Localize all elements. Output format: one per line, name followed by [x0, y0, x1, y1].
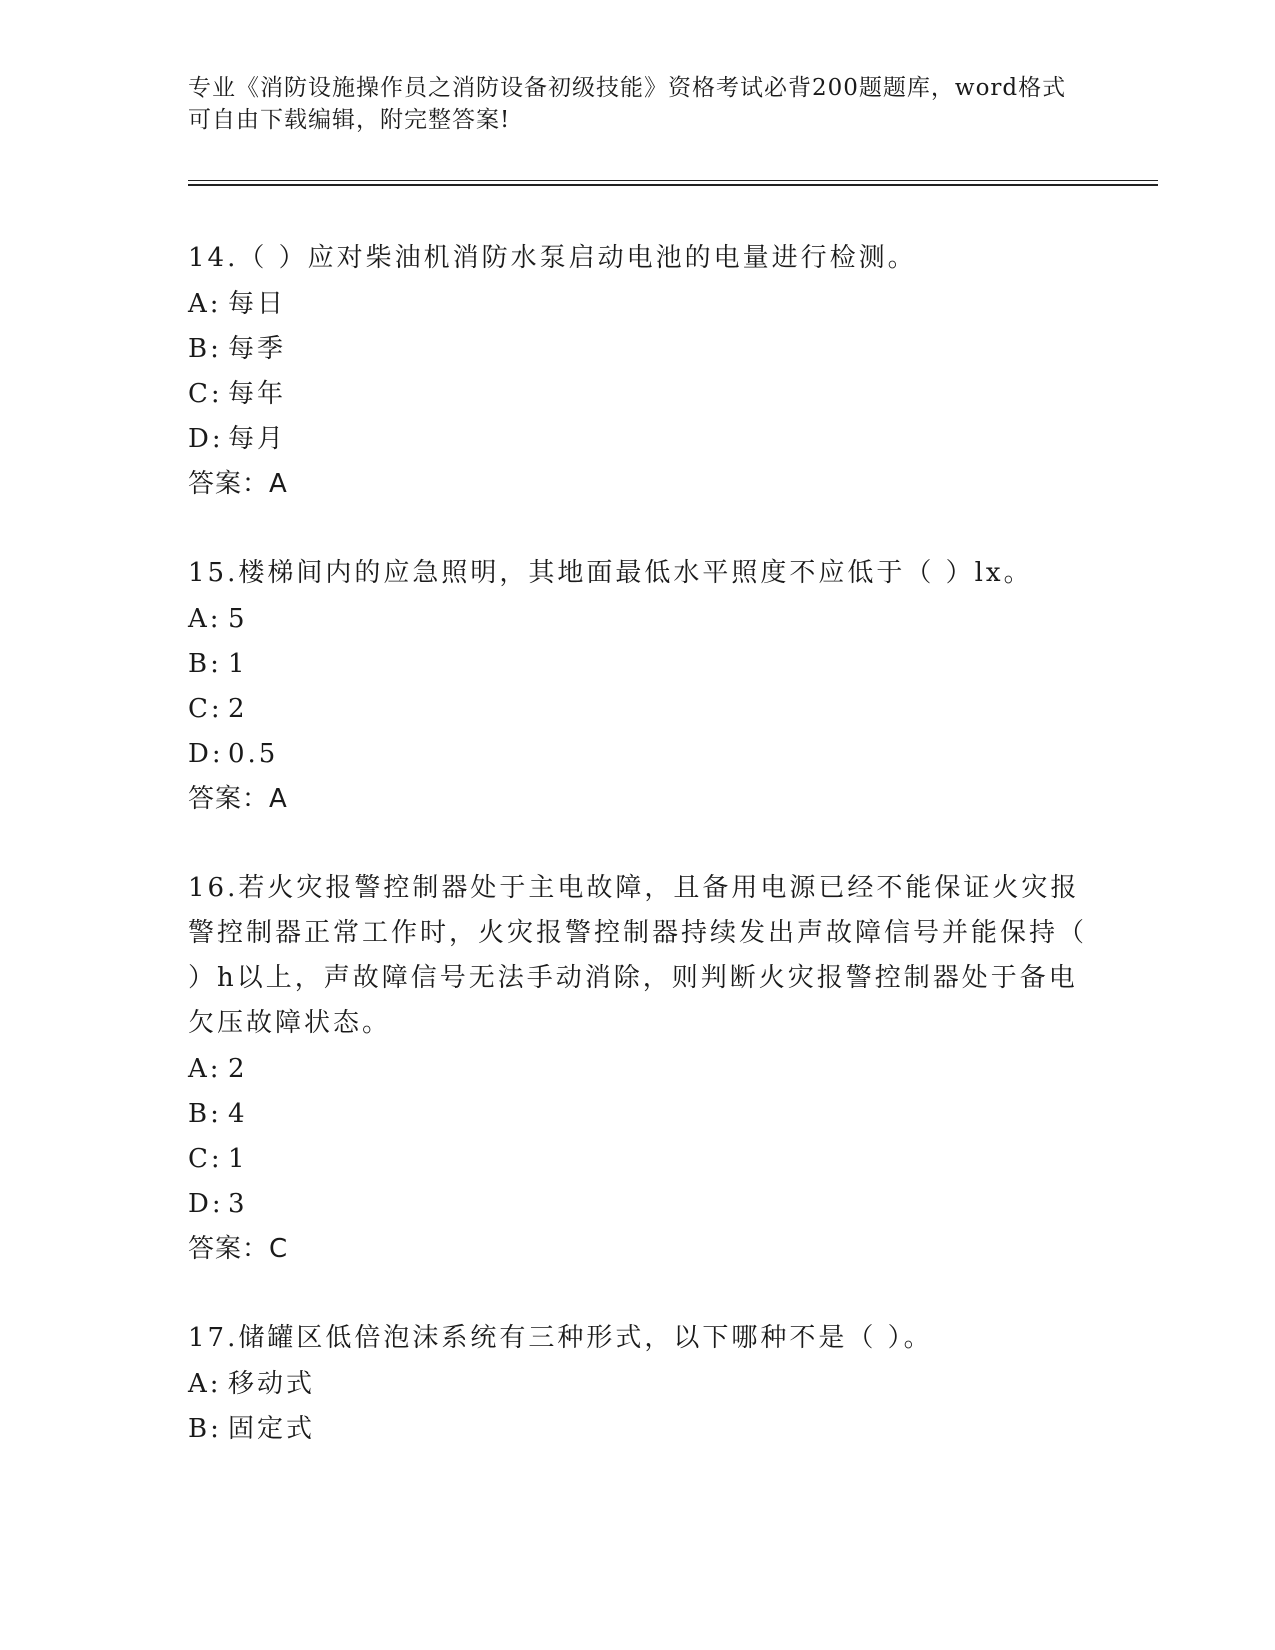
option-text: 每季 — [228, 334, 287, 364]
question-15 — [188, 551, 1088, 822]
option-text: 2 — [228, 1054, 248, 1084]
option-c — [188, 687, 1088, 732]
answer-line: 答案：A — [188, 784, 288, 814]
option-text: 0.5 — [228, 739, 279, 769]
option-letter: A: — [188, 1369, 222, 1399]
question-stem: 16.若火灾报警控制器处于主电故障，且备用电源已经不能保证火灾报警控制器正常工作时，火灾报警控制器持续发出声故障信号并能保持（ ）h以上，声故障信号无法手动消除，则判断火灾报警控制器处于备电欠压故障状态。 — [188, 873, 1088, 1038]
option-b — [188, 327, 1088, 372]
option-letter: A: — [188, 289, 222, 319]
answer-line: 答案：A — [188, 469, 288, 499]
option-a — [188, 1362, 1088, 1407]
answer-line: 答案：C — [188, 1234, 289, 1264]
option-text: 每日 — [228, 289, 287, 319]
option-text: 移动式 — [228, 1369, 316, 1399]
option-text: 1 — [228, 1144, 248, 1174]
option-letter: D: — [188, 739, 224, 769]
option-letter: C: — [188, 1144, 223, 1174]
option-b — [188, 1092, 1088, 1137]
option-b — [188, 642, 1088, 687]
document-header: 专业《消防设施操作员之消防设备初级技能》资格考试必背200题题库，word格式可自由下载编辑，附完整答案! — [188, 75, 1067, 133]
option-letter: C: — [188, 379, 223, 409]
option-letter: B: — [188, 334, 222, 364]
option-letter: B: — [188, 1414, 222, 1444]
option-letter: C: — [188, 694, 223, 724]
option-text: 5 — [228, 604, 248, 634]
option-d — [188, 1182, 1088, 1227]
option-text: 4 — [228, 1099, 248, 1129]
option-letter: B: — [188, 649, 222, 679]
option-text: 1 — [228, 649, 248, 679]
option-a — [188, 1047, 1088, 1092]
question-16 — [188, 866, 1088, 1272]
option-letter: D: — [188, 424, 224, 454]
option-text: 每月 — [228, 424, 287, 454]
option-a — [188, 282, 1088, 327]
option-letter: B: — [188, 1099, 222, 1129]
option-text: 2 — [228, 694, 248, 724]
header-divider — [188, 180, 1158, 186]
question-17 — [188, 1316, 1088, 1452]
question-list — [188, 236, 1088, 1496]
option-d — [188, 732, 1088, 777]
option-letter: D: — [188, 1189, 224, 1219]
question-stem: 14.（ ）应对柴油机消防水泵启动电池的电量进行检测。 — [188, 243, 917, 273]
option-text: 固定式 — [228, 1414, 316, 1444]
option-letter: A: — [188, 1054, 222, 1084]
option-a — [188, 597, 1088, 642]
option-c — [188, 372, 1088, 417]
question-14 — [188, 236, 1088, 507]
option-text: 3 — [228, 1189, 248, 1219]
question-stem: 15.楼梯间内的应急照明，其地面最低水平照度不应低于（ ）lx。 — [188, 558, 1033, 588]
question-stem: 17.储罐区低倍泡沫系统有三种形式，以下哪种不是（ ）。 — [188, 1323, 933, 1353]
option-b — [188, 1407, 1088, 1452]
option-text: 每年 — [228, 379, 287, 409]
option-c — [188, 1137, 1088, 1182]
option-d — [188, 417, 1088, 462]
option-letter: A: — [188, 604, 222, 634]
